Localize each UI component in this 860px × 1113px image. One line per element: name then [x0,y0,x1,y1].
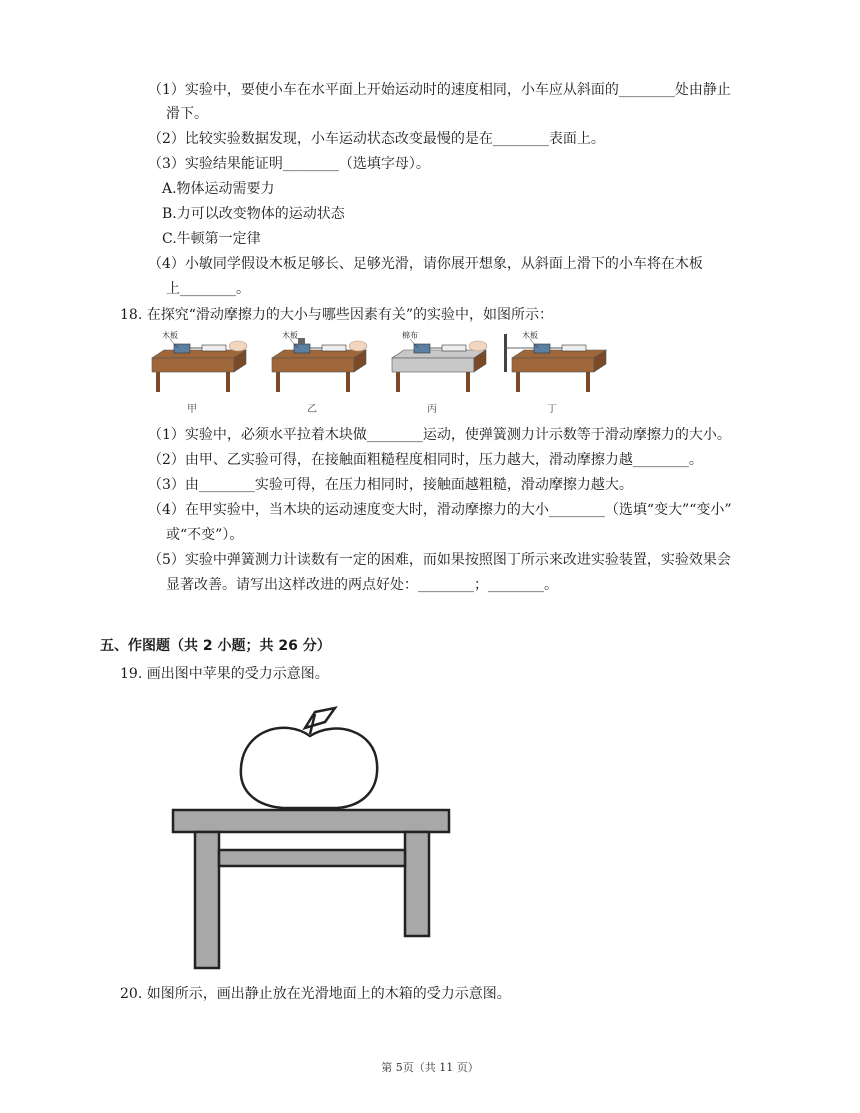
friction-experiment-figure [148,330,618,418]
q18-part5-line2: 显著改善。请写出这样改进的两点好处：________；________。 [166,577,558,593]
apple-leaf [305,708,335,728]
experiment-panel-2 [272,330,367,415]
table-leg [586,372,590,392]
table-front [152,358,234,372]
q17-option-c: C.牛顿第一定律 [162,231,261,247]
table-leg [516,372,520,392]
surface-top [272,350,366,358]
q18-part4-line1: （4）在甲实验中，当木块的运动速度变大时，滑动摩擦力的大小________（选填“变大”“变小” [148,502,732,518]
panel-caption: 丙 [427,404,437,415]
table-front [272,358,354,372]
hand [229,341,247,351]
q17-part4-line2: 上________。 [166,281,250,297]
surface-top [392,350,486,358]
hand [349,341,367,351]
experiment-panel-3 [392,330,487,415]
surface-top [512,350,606,358]
page-footer: 第 5页（共 11 页） [381,1061,479,1074]
q18-part5-line1: （5）实验中弹簧测力计读数有一定的困难，而如果按照图丁所示来改进实验装置，实验效果会 [148,552,731,568]
table-leg [226,372,230,392]
panel-caption: 丁 [547,404,557,415]
panel-caption: 甲 [187,404,197,415]
wooden-block [174,344,190,353]
q20-stem: 20. 如图所示，画出静止放在光滑地面上的木箱的受力示意图。 [120,986,511,1002]
surface-label: 木板 [162,331,178,340]
table-leg [156,372,160,392]
surface-label: 木板 [282,331,298,340]
table-top [173,810,449,832]
q17-part2: （2）比较实验数据发现，小车运动状态改变最慢的是在________表面上。 [148,131,605,147]
experiment-panel-1 [152,330,247,415]
table-leg [396,372,400,392]
table-crossbar [219,850,405,866]
apple-on-table-figure [165,700,465,980]
surface-top [152,350,246,358]
table-front [512,358,594,372]
table-leg [466,372,470,392]
wooden-block [534,344,550,353]
q18-part4-line2: 或“不变”）。 [166,527,244,543]
q19-stem: 19. 画出图中苹果的受力示意图。 [120,666,329,682]
spring-scale [322,345,346,351]
q18-stem: 18. 在探究“滑动摩擦力的大小与哪些因素有关”的实验中，如图所示： [120,307,554,323]
wall [504,334,507,372]
q17-part1-line2: 滑下。 [166,106,208,122]
hand [469,341,487,351]
surface-label: 棉布 [402,331,418,340]
table-front [392,358,474,372]
q18-part3: （3）由________实验可得，在压力相同时，接触面越粗糙，滑动摩擦力越大。 [148,477,633,493]
wooden-block [294,344,310,353]
table-leg-right [405,832,429,936]
q17-option-b: B.力可以改变物体的运动状态 [162,206,345,222]
table-leg [346,372,350,392]
surface-label: 木板 [522,331,538,340]
section-title: 五、作图题（共 2 小题；共 26 分） [100,638,331,654]
table-leg [276,372,280,392]
panel-caption: 乙 [307,404,317,415]
q18-part2: （2）由甲、乙实验可得，在接触面粗糙程度相同时，压力越大，滑动摩擦力越________。 [148,452,703,468]
q17-option-a: A.物体运动需要力 [162,181,275,197]
wooden-block [414,344,430,353]
q17-part4-line1: （4）小敏同学假设木板足够长、足够光滑，请你展开想象，从斜面上滑下的小车将在木板 [148,256,703,272]
table-leg-left [195,832,219,968]
spring-scale [442,345,466,351]
spring-scale [202,345,226,351]
q17-part1-line1: （1）实验中，要使小车在水平面上开始运动时的速度相同，小车应从斜面的________处由静止 [148,82,731,98]
spring-scale [562,345,586,351]
q17-part3: （3）实验结果能证明________（选填字母）。 [148,156,430,172]
apple-body [241,728,377,808]
q18-part1: （1）实验中，必须水平拉着木块做________运动，使弹簧测力计示数等于滑动摩擦力的大小。 [148,427,731,443]
weight [298,338,305,344]
experiment-panel-4 [504,330,606,415]
